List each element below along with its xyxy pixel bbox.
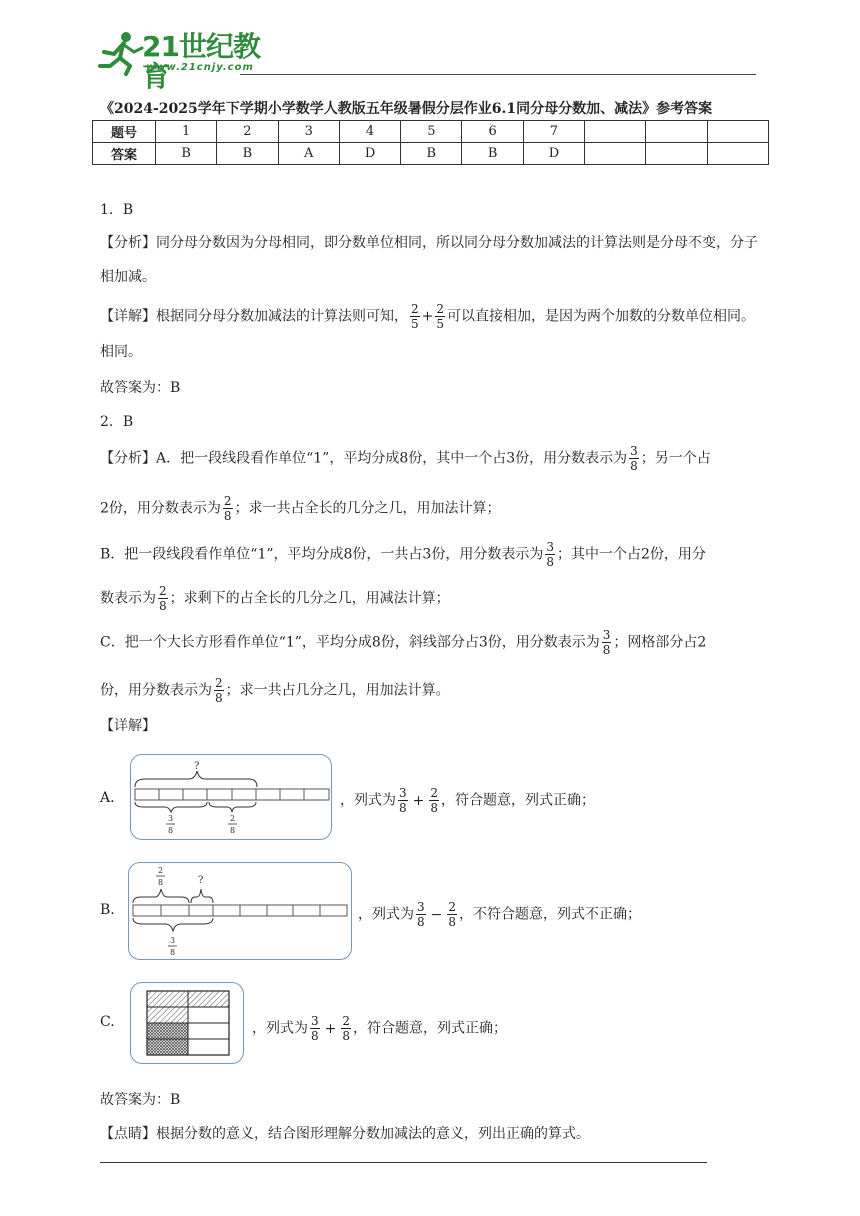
rectangle-diagram-c (131, 983, 243, 1063)
svg-text:8: 8 (168, 826, 174, 835)
answer-table (92, 120, 769, 165)
q2-heading: 2．B (100, 414, 134, 430)
option-a-formula: ，列式为 $\frac{3}{8}$ + $\frac{2}{8}$ ，符合题意，列式正确； (340, 786, 596, 815)
table-cell (707, 121, 768, 143)
option-c-figure (130, 982, 244, 1064)
option-c-formula: ，列式为 $\frac{3}{8}$ + $\frac{2}{8}$ ，符合题意，列式正确； (252, 1014, 508, 1043)
option-c-label: C. (100, 1014, 115, 1030)
svg-text:3: 3 (170, 936, 176, 945)
fraction: $\frac{2}{8}$ (342, 1014, 351, 1043)
svg-text:8: 8 (230, 826, 236, 835)
q2-comment: 【点睛】根据分数的意义，结合图形理解分数加减法的意义，列出正确的算式。 (100, 1126, 590, 1142)
q1-detail: 【详解】根据同分母分数加减法的计算法则可知， $\frac{2}{5}$ + $\frac{2}{5}$ 可以直接相加，是因为两个加数的分数单位相同。 (100, 302, 756, 331)
runner-icon (96, 30, 144, 76)
row-header: 答案 (93, 143, 156, 165)
q2-analysis-b1: B．把一段线段看作单位“1”，平均分成8份，一共占3份，用分数表示为 $\frac{3}{8}$ ；其中一个占2份，用分 (100, 540, 706, 569)
table-cell (646, 143, 707, 165)
footer-rule (100, 1162, 707, 1163)
option-a-figure (130, 754, 332, 840)
table-cell: B (156, 143, 217, 165)
table-row (93, 143, 769, 165)
q2-analysis-a2: 2份，用分数表示为 $\frac{2}{8}$ ；求一共占全长的几分之几，用加法计算； (100, 494, 501, 523)
option-b-label: B. (100, 902, 115, 918)
table-cell: 1 (156, 121, 217, 143)
table-cell: D (523, 143, 584, 165)
q2-analysis-b2: 数表示为 $\frac{2}{8}$ ；求剩下的占全长的几分之几，用减法计算； (100, 584, 450, 613)
table-cell: 3 (278, 121, 339, 143)
fraction: $\frac{3}{8}$ (630, 444, 638, 473)
table-cell: B (401, 143, 462, 165)
table-cell (646, 121, 707, 143)
fraction: $\frac{3}{8}$ (417, 900, 425, 929)
svg-text:?: ? (194, 761, 200, 772)
logo (96, 28, 266, 93)
table-cell: 6 (462, 121, 523, 143)
q1-analysis: 【分析】同分母分数因为分母相同，即分数单位相同，所以同分母分数加减法的计算法则是分母不变，分子相加减。 (100, 235, 758, 285)
svg-text:8: 8 (170, 948, 176, 957)
q2-answer: 故答案为：B (100, 1092, 181, 1108)
row-header: 题号 (93, 121, 156, 143)
q2-analysis-a1: 【分析】A．把一段线段看作单位“1”，平均分成8份，其中一个占3份，用分数表示为 $\frac{3}{8}$ ；另一个占 (100, 444, 711, 473)
table-cell: 7 (523, 121, 584, 143)
table-cell: D (339, 143, 400, 165)
fraction: $\frac{2}{5}$ (436, 302, 445, 331)
option-a-label: A. (100, 790, 115, 806)
table-cell: 2 (217, 121, 278, 143)
fraction: $\frac{2}{8}$ (448, 900, 457, 929)
fraction: $\frac{3}{8}$ (399, 786, 407, 815)
fraction: $\frac{2}{5}$ (411, 302, 419, 331)
q1-heading: 1．B (100, 202, 134, 218)
fraction: $\frac{2}{8}$ (223, 494, 232, 523)
table-cell (585, 143, 646, 165)
q2-analysis-c1: C．把一个大长方形看作单位“1”，平均分成8份，斜线部分占3份，用分数表示为 $\frac{3}{8}$ ；网格部分占2 (100, 628, 707, 657)
q2-detail-heading: 【详解】 (100, 718, 156, 734)
table-row (93, 121, 769, 143)
q1-answer: 故答案为：B (100, 380, 181, 396)
svg-text:3: 3 (168, 814, 174, 823)
table-cell (707, 143, 768, 165)
table-cell: 5 (401, 121, 462, 143)
svg-text:2: 2 (158, 866, 164, 875)
fraction: $\frac{2}{8}$ (159, 584, 167, 613)
table-cell: B (462, 143, 523, 165)
fraction: $\frac{2}{8}$ (215, 676, 223, 705)
segment-diagram-a (131, 755, 331, 839)
option-b-formula: ，列式为 $\frac{3}{8}$ − $\frac{2}{8}$ ，不符合题意，列式不正确； (358, 900, 642, 929)
logo-url: www.21cnjy.com (146, 62, 254, 73)
document-title: 《2024-2025学年下学期小学数学人教版五年级暑假分层作业6.1同分母分数加、减法》参考答案 (100, 101, 713, 117)
table-cell: A (278, 143, 339, 165)
logo-text: 21世纪教育 (142, 30, 260, 93)
svg-text:?: ? (198, 875, 204, 886)
table-cell (585, 121, 646, 143)
table-cell: B (217, 143, 278, 165)
svg-text:2: 2 (230, 814, 236, 823)
table-cell: 4 (339, 121, 400, 143)
q1-detail-tail: 相同。 (100, 344, 142, 360)
q2-analysis-c2: 份，用分数表示为 $\frac{2}{8}$ ；求一共占几分之几，用加法计算。 (100, 676, 450, 705)
fraction: $\frac{3}{8}$ (311, 1014, 319, 1043)
header-rule (240, 74, 756, 75)
segment-diagram-b (129, 863, 351, 959)
option-b-figure (128, 862, 352, 960)
fraction: $\frac{3}{8}$ (602, 628, 611, 657)
svg-text:8: 8 (158, 878, 164, 887)
fraction: $\frac{3}{8}$ (546, 540, 554, 569)
q1-detail-text: 【详解】根据同分母分数加减法的计算法则可知， (100, 308, 408, 325)
fraction: $\frac{2}{8}$ (430, 786, 439, 815)
